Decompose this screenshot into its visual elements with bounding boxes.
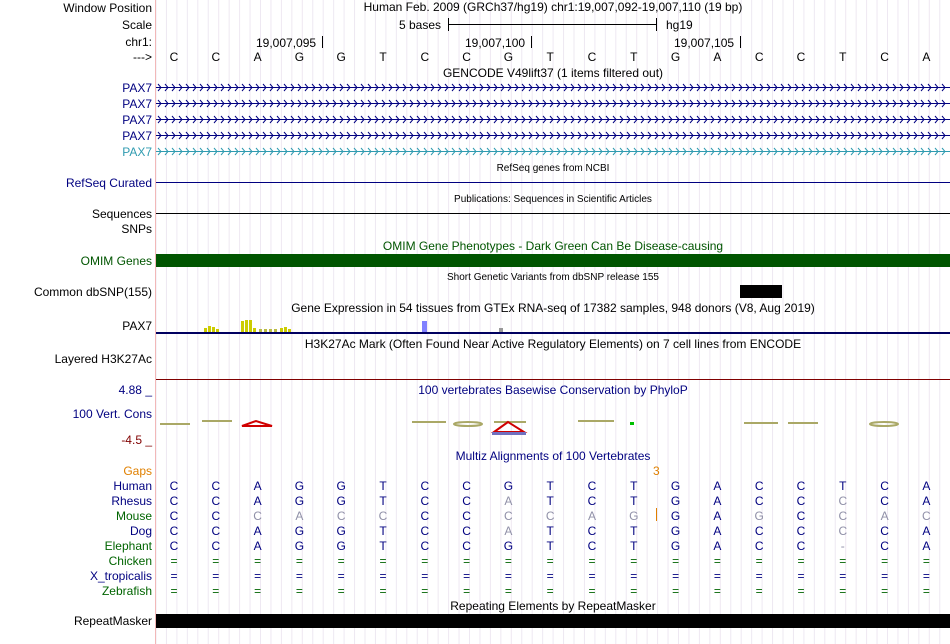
ruler-tick-1: 19,007,095 xyxy=(256,36,317,50)
alignment-base: A xyxy=(295,509,304,523)
alignment-base: C xyxy=(880,479,889,493)
alignment-base: C xyxy=(211,494,221,508)
alignment-base: T xyxy=(630,524,638,538)
alignment-base: C xyxy=(796,539,806,553)
alignment-row[interactable] xyxy=(156,494,950,508)
alignment-base: C xyxy=(838,509,848,523)
alignment-base: C xyxy=(211,539,221,553)
gencode-gene-label[interactable]: PAX7 xyxy=(122,129,152,143)
alignment-base: C xyxy=(504,509,513,523)
alignment-base: C xyxy=(796,479,806,493)
alignment-base: = xyxy=(421,554,429,568)
alignment-base: = xyxy=(797,584,805,598)
ruler-tick-2: 19,007,100 xyxy=(465,36,526,50)
alignment-base: T xyxy=(630,539,638,553)
species-label[interactable]: Elephant xyxy=(104,539,152,553)
gencode-track-title[interactable]: GENCODE V49lift37 (1 items filtered out) xyxy=(442,66,664,80)
alignment-base: = xyxy=(881,569,889,583)
alignment-base: = xyxy=(672,569,680,583)
alignment-base: C xyxy=(796,509,806,523)
alignment-base: = xyxy=(755,554,763,568)
alignment-base: T xyxy=(379,479,387,493)
alignment-row[interactable] xyxy=(156,569,950,583)
alignment-base: G xyxy=(336,539,346,553)
repeatmasker-label[interactable]: RepeatMasker xyxy=(73,614,152,628)
h3k27ac-label[interactable]: Layered H3K27Ac xyxy=(54,352,152,366)
snps-label[interactable]: SNPs xyxy=(121,222,152,236)
alignment-base: = xyxy=(295,569,303,583)
alignment-base: C xyxy=(378,509,388,523)
gencode-gene-label[interactable]: PAX7 xyxy=(122,97,152,111)
position-title[interactable]: Human Feb. 2009 (GRCh37/hg19) chr1:19,007,092-19,007,110 (19 bp) xyxy=(363,0,743,14)
alignment-base: = xyxy=(922,569,930,583)
gencode-gene-label[interactable]: PAX7 xyxy=(122,145,152,159)
alignment-base: C xyxy=(211,524,221,538)
alignment-base: T xyxy=(630,479,638,493)
scale-bar-left-tick xyxy=(448,18,449,31)
alignment-base: C xyxy=(420,479,430,493)
gene-strand-arrows[interactable] xyxy=(156,83,950,92)
alignment-base: G xyxy=(754,509,764,523)
alignment-base: G xyxy=(670,524,681,538)
gtex-track-title[interactable]: Gene Expression in 54 tissues from GTEx RNA-seq of 17382 samples, 948 donors (V8, Aug 2019) xyxy=(291,301,815,315)
ruler-tick-mark-3 xyxy=(740,36,741,48)
alignment-row[interactable] xyxy=(156,539,950,553)
alignment-base: A xyxy=(504,494,513,508)
alignment-base: C xyxy=(211,509,221,523)
gtex-gene-label[interactable]: PAX7 xyxy=(122,319,152,333)
alignment-base: = xyxy=(881,554,889,568)
alignment-row[interactable] xyxy=(156,479,950,493)
phylop-min-value: -4.5 _ xyxy=(121,433,152,447)
alignment-base: A xyxy=(713,539,722,553)
sequences-label[interactable]: Sequences xyxy=(91,207,152,221)
alignment-base: C xyxy=(587,479,597,493)
alignment-base: C xyxy=(754,524,764,538)
alignment-row[interactable] xyxy=(156,554,950,568)
alignment-row[interactable] xyxy=(156,584,950,598)
alignment-base: = xyxy=(421,584,429,598)
alignment-base: = xyxy=(630,569,638,583)
base-letter: G xyxy=(336,50,346,64)
alignment-base: = xyxy=(839,569,847,583)
alignment-base: = xyxy=(463,569,471,583)
alignment-base: C xyxy=(796,524,806,538)
ruler-tick-mark-2 xyxy=(531,36,532,48)
alignment-base: G xyxy=(294,524,305,538)
ruler-tick-3: 19,007,105 xyxy=(674,36,735,50)
base-letter: T xyxy=(630,50,638,64)
alignment-base: C xyxy=(462,509,471,523)
gene-strand-arrows[interactable] xyxy=(156,131,950,140)
alignment-base: = xyxy=(337,554,345,568)
refseq-label[interactable]: RefSeq Curated xyxy=(65,176,152,190)
alignment-base: = xyxy=(295,554,303,568)
phylop-conservation-plot[interactable] xyxy=(156,416,950,436)
alignment-base: = xyxy=(713,584,721,598)
alignment-base: = xyxy=(212,584,220,598)
alignment-base: = xyxy=(713,554,721,568)
chr-label: chr1: xyxy=(125,35,152,49)
dbsnp-track-title[interactable]: Short Genetic Variants from dbSNP release 155 xyxy=(447,272,659,283)
alignment-base: = xyxy=(546,554,554,568)
base-letter: G xyxy=(670,50,681,64)
alignment-base: G xyxy=(294,539,305,553)
alignment-base: T xyxy=(379,494,387,508)
alignment-base: = xyxy=(463,584,471,598)
base-letter: T xyxy=(546,50,554,64)
alignment-base: A xyxy=(922,494,931,508)
base-letter: A xyxy=(713,50,722,64)
alignment-base: T xyxy=(379,539,387,553)
alignment-base: = xyxy=(588,569,596,583)
alignment-base: T xyxy=(630,494,638,508)
alignment-base: C xyxy=(169,509,179,523)
alignment-base: = xyxy=(630,554,638,568)
base-letter: C xyxy=(211,50,221,64)
alignment-base: A xyxy=(504,524,513,538)
alignment-base: = xyxy=(546,584,554,598)
base-letter: G xyxy=(503,50,514,64)
alignment-base: A xyxy=(922,479,931,493)
alignment-base: C xyxy=(169,479,179,493)
alignment-base: A xyxy=(713,479,722,493)
species-label[interactable]: X_tropicalis xyxy=(89,569,152,583)
alignment-base: = xyxy=(295,584,303,598)
phylop-label[interactable]: 100 Vert. Cons xyxy=(72,407,152,421)
alignment-base: G xyxy=(336,524,346,538)
alignment-row[interactable] xyxy=(156,509,950,523)
base-letter: C xyxy=(462,50,471,64)
base-letter: T xyxy=(839,50,847,64)
alignment-base: C xyxy=(336,509,346,523)
base-letter: C xyxy=(754,50,764,64)
alignment-base: = xyxy=(379,584,387,598)
base-letter: T xyxy=(379,50,387,64)
omim-gene-bar[interactable] xyxy=(156,254,950,267)
alignment-base: A xyxy=(713,524,722,538)
gene-strand-arrows[interactable] xyxy=(156,115,950,124)
alignment-base: C xyxy=(838,494,848,508)
alignment-base: C xyxy=(796,494,806,508)
gencode-gene-label[interactable]: PAX7 xyxy=(122,81,152,95)
alignment-base: C xyxy=(587,494,597,508)
alignment-base: = xyxy=(755,584,763,598)
alignment-base: = xyxy=(839,584,847,598)
alignment-base: C xyxy=(462,479,471,493)
dbsnp-variant-block[interactable] xyxy=(740,285,782,298)
gtex-track-baseline xyxy=(156,332,950,334)
alignment-base: = xyxy=(797,569,805,583)
base-letter: C xyxy=(169,50,179,64)
alignment-base: C xyxy=(420,509,430,523)
alignment-base: A xyxy=(253,524,262,538)
alignment-base: = xyxy=(254,584,262,598)
alignment-base: = xyxy=(379,569,387,583)
gencode-gene-label[interactable]: PAX7 xyxy=(122,113,152,127)
alignment-base: C xyxy=(880,494,889,508)
h3k27ac-track-title[interactable]: H3K27Ac Mark (Often Found Near Active Regulatory Elements) on 7 cell lines from ENCODE xyxy=(304,337,802,351)
alignment-base: C xyxy=(420,539,430,553)
base-sequence xyxy=(156,50,950,64)
species-label[interactable]: Chicken xyxy=(108,554,152,568)
publications-track-title[interactable]: Publications: Sequences in Scientific Articles xyxy=(454,194,652,205)
alignment-base: - xyxy=(840,539,845,553)
gaps-label[interactable]: Gaps xyxy=(123,464,152,478)
alignment-base: G xyxy=(503,479,514,493)
alignment-base: C xyxy=(420,524,430,538)
alignment-base: C xyxy=(462,494,471,508)
alignment-base: = xyxy=(212,569,220,583)
alignment-base: G xyxy=(503,539,514,553)
base-letter: C xyxy=(880,50,889,64)
alignment-base: G xyxy=(670,539,681,553)
alignment-base: G xyxy=(336,494,346,508)
alignment-base: C xyxy=(169,494,179,508)
alignment-base: = xyxy=(170,569,178,583)
alignment-base: C xyxy=(462,539,471,553)
base-letter: C xyxy=(796,50,806,64)
gene-strand-arrows[interactable] xyxy=(156,99,950,108)
refseq-track-title[interactable]: RefSeq genes from NCBI xyxy=(496,163,610,174)
alignment-base: C xyxy=(754,539,764,553)
phylop-track-title[interactable]: 100 vertebrates Basewise Conservation by PhyloP xyxy=(418,383,688,397)
alignment-base: T xyxy=(379,524,387,538)
alignment-base: = xyxy=(881,584,889,598)
multiz-track-title[interactable]: Multiz Alignments of 100 Vertebrates xyxy=(455,449,651,463)
alignment-base: = xyxy=(254,554,262,568)
phylop-max-value: 4.88 _ xyxy=(118,383,152,397)
base-letter: A xyxy=(922,50,931,64)
alignment-base: = xyxy=(922,584,930,598)
alignment-base: C xyxy=(169,524,179,538)
alignment-base: A xyxy=(880,509,889,523)
base-letter: C xyxy=(587,50,597,64)
alignment-base: = xyxy=(672,554,680,568)
alignment-base: C xyxy=(545,509,555,523)
dbsnp-label[interactable]: Common dbSNP(155) xyxy=(33,285,152,299)
alignment-base: = xyxy=(421,569,429,583)
alignment-base: G xyxy=(336,479,346,493)
base-letter: C xyxy=(420,50,430,64)
scale-label: Scale xyxy=(121,18,152,32)
gap-count[interactable]: 3 xyxy=(653,464,660,478)
species-label[interactable]: Dog xyxy=(129,524,152,538)
alignment-base: = xyxy=(672,584,680,598)
alignment-base: = xyxy=(546,569,554,583)
alignment-base: C xyxy=(838,524,848,538)
alignment-base: C xyxy=(253,509,262,523)
alignment-base: = xyxy=(713,569,721,583)
alignment-base: C xyxy=(587,539,597,553)
scale-bar-right-tick xyxy=(656,18,657,31)
alignment-base: T xyxy=(546,539,554,553)
alignment-base: A xyxy=(587,509,596,523)
alignment-base: G xyxy=(294,479,305,493)
alignment-base: G xyxy=(294,494,305,508)
alignment-base: A xyxy=(253,479,262,493)
alignment-base: = xyxy=(463,554,471,568)
alignment-base: = xyxy=(337,584,345,598)
alignment-base: C xyxy=(169,539,179,553)
species-label[interactable]: Rhesus xyxy=(111,494,152,508)
alignment-base: A xyxy=(253,539,262,553)
base-letter: A xyxy=(253,50,262,64)
alignment-base: C xyxy=(880,524,889,538)
scale-text: 5 bases xyxy=(399,18,442,32)
alignment-base: = xyxy=(588,584,596,598)
alignment-base: C xyxy=(754,494,764,508)
alignment-base: = xyxy=(170,584,178,598)
alignment-base: A xyxy=(922,524,931,538)
alignment-base: G xyxy=(670,509,681,523)
alignment-base: G xyxy=(670,494,681,508)
alignment-base: C xyxy=(880,539,889,553)
omim-track-title[interactable]: OMIM Gene Phenotypes - Dark Green Can Be Disease-causing xyxy=(382,239,724,253)
repeatmasker-bar[interactable] xyxy=(156,614,950,628)
alignment-base: = xyxy=(504,584,512,598)
alignment-base: = xyxy=(504,554,512,568)
alignment-base: C xyxy=(922,509,931,523)
refseq-track-line xyxy=(156,182,950,183)
strand-direction-label: ---> xyxy=(133,50,152,64)
alignment-base: T xyxy=(546,494,554,508)
alignment-base: C xyxy=(211,479,221,493)
alignment-base: C xyxy=(462,524,471,538)
alignment-base: T xyxy=(546,524,554,538)
window-position-label: Window Position xyxy=(63,1,152,15)
species-label[interactable]: Mouse xyxy=(115,509,152,523)
alignment-base: = xyxy=(839,554,847,568)
alignment-base: A xyxy=(713,509,722,523)
alignment-base: T xyxy=(546,479,554,493)
alignment-base: A xyxy=(713,494,722,508)
alignment-base: C xyxy=(587,524,597,538)
h3k27ac-track-line xyxy=(156,379,950,380)
gene-strand-arrows[interactable] xyxy=(156,147,950,156)
scale-bar xyxy=(448,24,656,25)
alignment-base: = xyxy=(797,554,805,568)
species-label[interactable]: Human xyxy=(113,479,152,493)
alignment-base: = xyxy=(922,554,930,568)
alignment-base: = xyxy=(254,569,262,583)
assembly-label: hg19 xyxy=(666,18,693,32)
alignment-base: = xyxy=(212,554,220,568)
alignment-base: = xyxy=(630,584,638,598)
base-letter: G xyxy=(294,50,305,64)
alignment-base: C xyxy=(754,479,764,493)
alignment-base: G xyxy=(629,509,639,523)
publications-track-line xyxy=(156,213,950,214)
alignment-base: G xyxy=(670,479,681,493)
insertion-marker[interactable] xyxy=(656,508,657,521)
alignment-base: = xyxy=(337,569,345,583)
alignment-base: A xyxy=(922,539,931,553)
alignment-row[interactable] xyxy=(156,524,950,538)
alignment-base: = xyxy=(170,554,178,568)
alignment-base: = xyxy=(755,569,763,583)
ruler-tick-mark-1 xyxy=(322,36,323,48)
alignment-base: = xyxy=(588,554,596,568)
omim-label[interactable]: OMIM Genes xyxy=(80,254,152,268)
alignment-base: = xyxy=(379,554,387,568)
alignment-base: C xyxy=(420,494,430,508)
alignment-base: A xyxy=(253,494,262,508)
species-label[interactable]: Zebrafish xyxy=(101,584,152,598)
alignment-base: T xyxy=(839,479,847,493)
repeatmasker-track-title[interactable]: Repeating Elements by RepeatMasker xyxy=(450,599,656,613)
alignment-base: = xyxy=(504,569,512,583)
